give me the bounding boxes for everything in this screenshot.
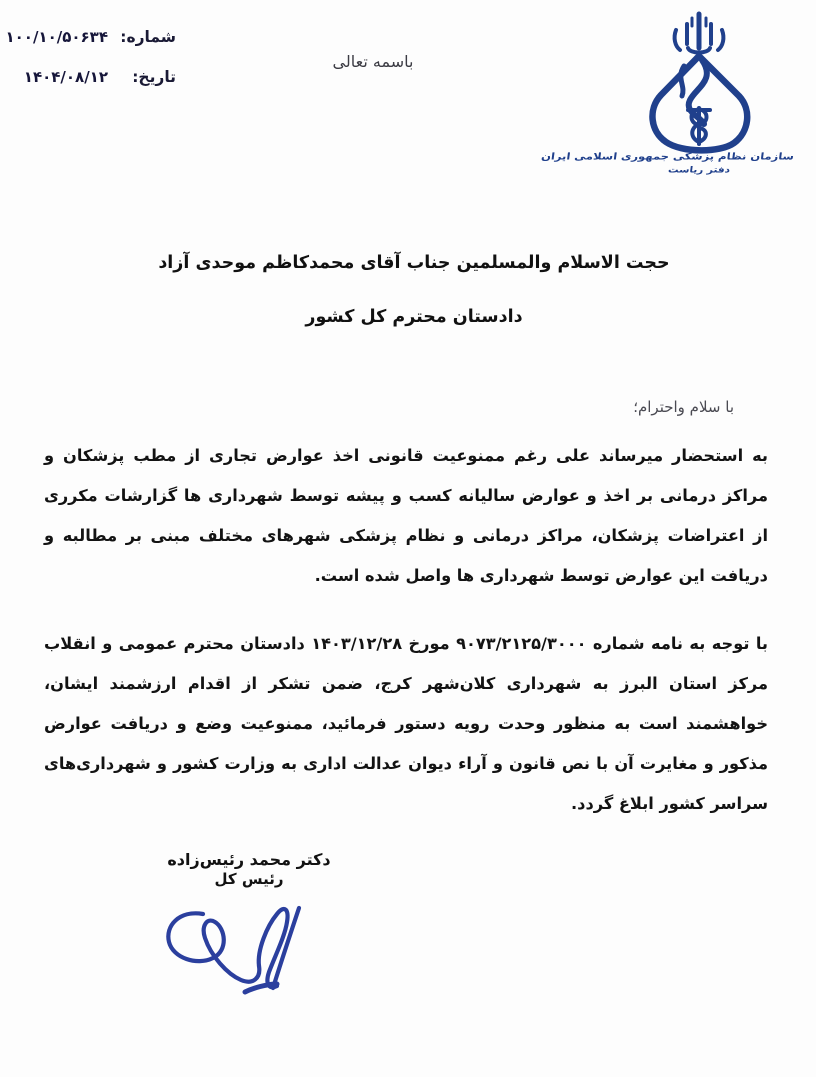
medical-council-emblem-icon xyxy=(624,4,774,154)
body-paragraph: با توجه به نامه شماره ۹۰۷۳/۲۱۲۵/۳۰۰۰ مورخ ۱۴۰۳/۱۲/۲۸ دادستان محترم عمومی و انقلاب مرکز استان البرز به شهرداری کلان‌شهر کرج، ضمن تشکر از اقدام ارزشمند ایشان، خواهشمند است به منظور وحدت رویه دستور فرمائید، ممنوعیت وضع و دریافت عوارض مذکور و مغایرت آن با نص قانون و آراء دیوان عدالت اداری به وزارت کشور و شهرداری‌های سراسر کشور ابلاغ گردد. xyxy=(44,634,768,813)
addressee-block xyxy=(60,253,768,327)
signature-block xyxy=(124,850,374,1006)
letter-number-value: ۱۰۰/۱۰/۵۰۶۳۴ xyxy=(5,28,108,46)
letter-number-label: شماره: xyxy=(120,28,176,46)
logo-caption-organization: سازمان نظام پزشکی جمهوری اسلامی ایران xyxy=(540,150,795,162)
basmalah-heading: باسمه تعالی xyxy=(332,52,414,71)
letter-date-row xyxy=(23,68,176,86)
logo-caption-office: دفتر ریاست xyxy=(667,164,731,175)
letter-date-label: تاریخ: xyxy=(132,68,176,86)
letter-date-value: ۱۴۰۴/۰۸/۱۲ xyxy=(23,68,108,86)
body-paragraph: به استحضار میرساند علی رغم ممنوعیت قانونی اخذ عوارض تجاری از مطب پزشکان و مراکز درمانی بر اخذ و عوارض سالیانه کسب و پیشه توسط شهرداری ها گزارشات مکرری از اعتراضات پزشکان، مراکز درمانی و نظام پزشکی شهرهای مختلف مبنی بر مطالبه و دریافت این عوارض توسط شهرداری ها واصل شده است. xyxy=(44,446,768,585)
signatory-title: رئیس کل xyxy=(214,870,284,888)
letter-number-row xyxy=(5,28,176,46)
organization-logo xyxy=(540,4,795,176)
addressee-title: دادستان محترم کل کشور xyxy=(305,307,523,327)
letter-body xyxy=(44,436,768,852)
addressee-name: حجت الاسلام والمسلمین جناب آقای محمدکاظم موحدی آزاد xyxy=(158,253,670,273)
handwritten-signature-icon xyxy=(149,892,379,1002)
signatory-name: دکتر محمد رئیس‌زاده xyxy=(167,850,331,869)
letter-metadata xyxy=(5,28,176,108)
salutation-text: با سلام واحترام؛ xyxy=(633,398,734,416)
